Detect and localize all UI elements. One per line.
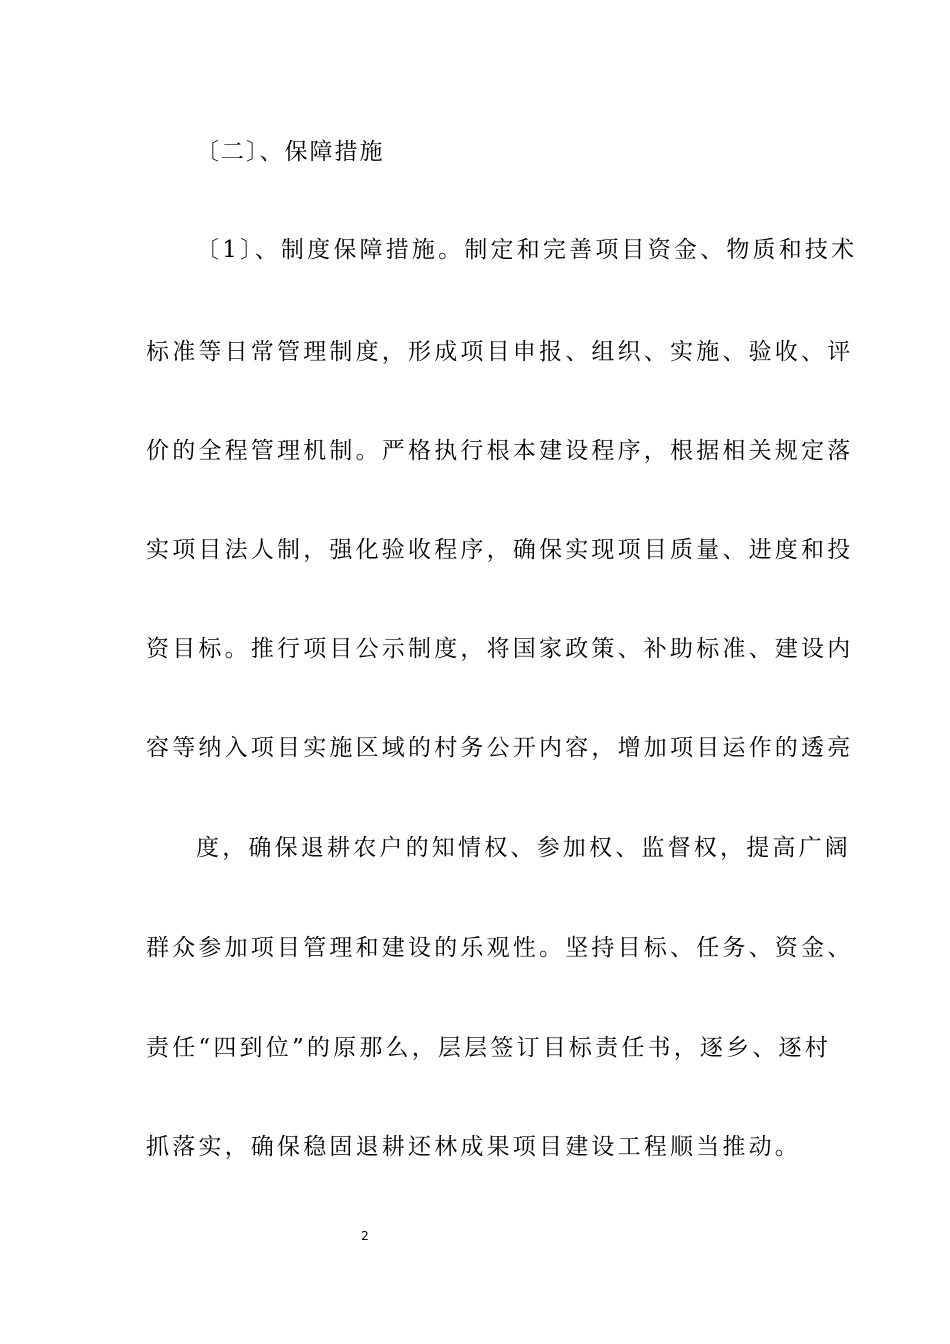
paragraph-line: 抓落实，确保稳固退耕还林成果项目建设工程顺当推动。	[146, 1134, 801, 1160]
paragraph-line: 价的全程管理机制。严格执行根本建设程序，根据相关规定落	[146, 438, 854, 464]
paragraph-line: 资目标。推行项目公示制度，将国家政策、补助标准、建设内	[146, 636, 854, 662]
section-heading: 〔二〕、保障措施	[196, 139, 385, 165]
page-number: 2	[361, 1229, 369, 1243]
paragraph-line: 容等纳入项目实施区域的村务公开内容，增加项目运作的透亮	[146, 735, 854, 761]
paragraph-line: 〔1〕、制度保障措施。制定和完善项目资金、物质和技术	[196, 237, 858, 263]
paragraph-line: 度，确保退耕农户的知情权、参加权、监督权，提高广阔	[196, 835, 851, 861]
paragraph-line: 群众参加项目管理和建设的乐观性。坚持目标、任务、资金、	[146, 935, 854, 961]
paragraph-line: 标准等日常管理制度，形成项目申报、组织、实施、验收、评	[146, 339, 854, 365]
paragraph-line: 实项目法人制，强化验收程序，确保实现项目质量、进度和投	[146, 537, 854, 563]
paragraph-line: 责任“四到位”的原那么，层层签订目标责任书，逐乡、逐村	[146, 1035, 831, 1061]
